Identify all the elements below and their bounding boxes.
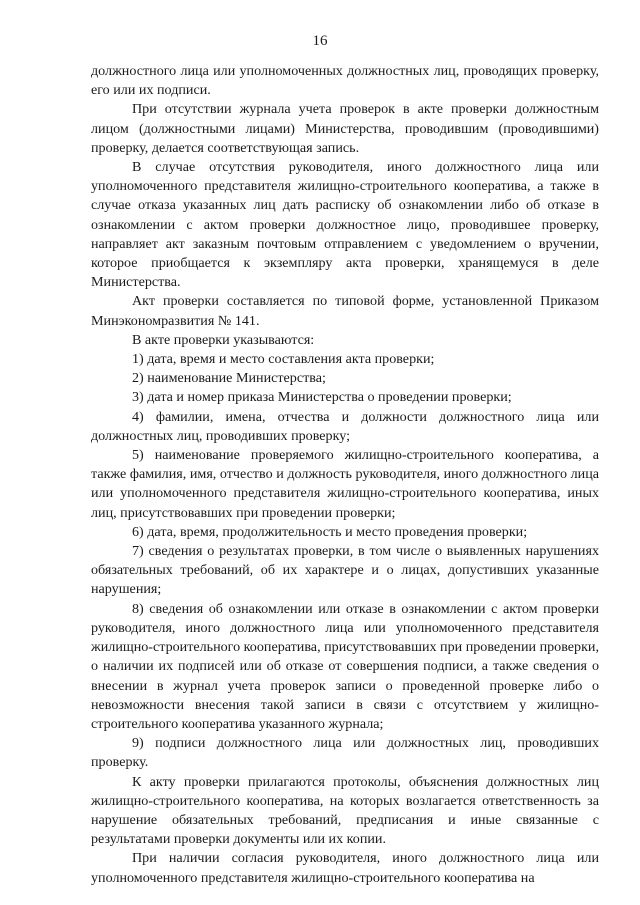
- page-number: 16: [312, 33, 328, 49]
- list-item-9: 9) подписи должностного лица или должностных лиц, проводивших проверку.: [91, 735, 599, 771]
- paragraph-consent: При наличии согласия руководителя, иного должностного лица или уполномоченного представителя жилищно-строительного кооператива на: [91, 850, 599, 886]
- list-item-2: 2) наименование Министерства;: [132, 370, 326, 387]
- paragraph-absence-of-head: В случае отсутствия руководителя, иного должностного лица или уполномоченного представителя жилищно-строительного кооператива, а также в случае отказа указанных лиц дать расписку об ознакомлении либо об отказе в ознакомлении с актом проверки должностное лицо, проводившее проверку, направляет акт заказным почтовым отправлением с уведомлением о вручении, которое приобщается к экземпляру акта проверки, хранящемуся в деле Министерства.: [91, 159, 599, 291]
- paragraph-continuation: должностного лица или уполномоченных должностных лиц, проводящих проверку, его или их подписи.: [91, 63, 599, 99]
- document-body: [91, 62, 599, 888]
- list-item-7: 7) сведения о результатах проверки, в том числе о выявленных нарушениях обязательных требований, об их характере и о лицах, допустивших указанные нарушения;: [91, 543, 599, 598]
- paragraph-act-form: Акт проверки составляется по типовой форме, установленной Приказом Минэкономразвития № 141.: [91, 293, 599, 329]
- paragraph-journal-absence: При отсутствии журнала учета проверок в акте проверки должностным лицом (должностными лицами) Министерства, проводившим (проводившими) проверку, делается соответствующая запись.: [91, 101, 599, 156]
- list-item-6: 6) дата, время, продолжительность и место проведения проверки;: [132, 523, 528, 540]
- list-item-3: 3) дата и номер приказа Министерства о проведении проверки;: [132, 389, 512, 406]
- list-item-8: 8) сведения об ознакомлении или отказе в ознакомлении с актом проверки руководителя, иного должностного лица или уполномоченного представителя жилищно-строительного кооператива, присутствовавших при проведении проверки, о наличии их подписей или об отказе от совершения подписи, а также сведения о внесении в журнал учета проверок записи о проведенной проверке либо о невозможности внесения такой записи в связи с отсутствием у жилищно-строительного кооператива указанного журнала;: [91, 600, 599, 732]
- paragraph-attachments: К акту проверки прилагаются протоколы, объяснения должностных лиц жилищно-строительного кооператива, на которых возлагается ответственность за нарушение обязательных требований, предписания и иные связанные с результатами проверки документы или их копии.: [91, 773, 599, 848]
- list-item-1: 1) дата, время и место составления акта проверки;: [132, 351, 435, 368]
- list-item-4: 4) фамилии, имена, отчества и должности должностного лица или должностных лиц, проводивших проверку;: [91, 408, 599, 444]
- paragraph-act-contents-intro: В акте проверки указываются:: [132, 331, 315, 348]
- list-item-5: 5) наименование проверяемого жилищно-строительного кооператива, а также фамилия, имя, отчество и должность руководителя, иного должностного лица или уполномоченного представителя жилищно-строительного кооператива, иных лиц, присутствовавших при проведении проверки;: [91, 447, 599, 521]
